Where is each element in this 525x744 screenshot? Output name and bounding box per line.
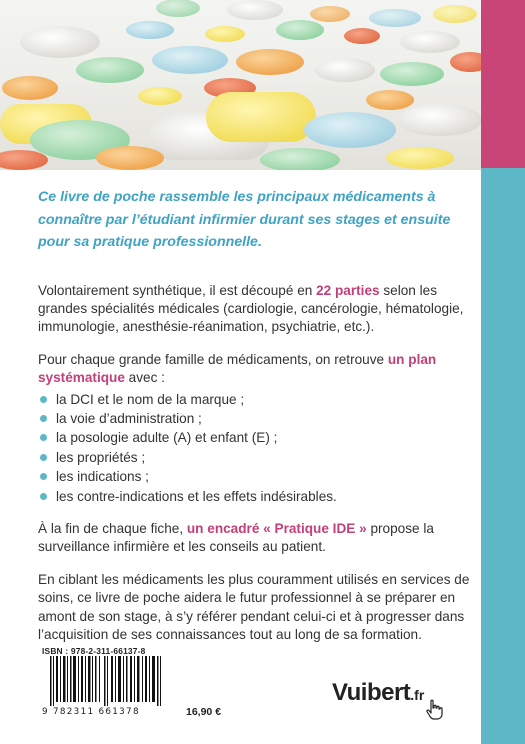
barcode-digits: 9 782311 661378 — [42, 707, 140, 717]
list-item — [38, 428, 478, 447]
bullet-dot — [40, 454, 47, 461]
paragraph-structure-text-a: Volontairement synthétique, il est découpé en — [38, 282, 317, 298]
paragraph-plan-text-a: Pour chaque grande famille de médicaments, on retrouve — [38, 351, 388, 367]
bullet-dot — [40, 493, 47, 500]
list-item-text: la DCI et le nom de la marque ; — [56, 391, 245, 407]
bullet-dot — [40, 396, 47, 403]
list-item-text: la voie d’administration ; — [56, 410, 202, 426]
logo-tld-text: .fr — [410, 687, 425, 703]
bullet-dot — [40, 415, 47, 422]
logo-main-text: Vuibert — [332, 679, 411, 706]
paragraph-conclusion: En ciblant les médicaments les plus couramment utilisés en services de soins, ce livre de poche aidera le futur professionnel à se préparer en amont de son stage, à s’y référer pendant celui-ci et à progresser dans l’acquisition de ses connaissances tout au long de sa formation. — [38, 571, 470, 642]
isbn-text: ISBN : 978-2-311-66137-8 — [42, 646, 146, 656]
paragraph-plan — [38, 351, 478, 388]
list-item — [38, 390, 478, 409]
paragraph-ide-text-b: propose la surveillance infirmière et les conseils au patient. — [38, 520, 434, 555]
magenta-stripe — [481, 0, 525, 168]
list-item — [38, 409, 478, 428]
publisher-logo — [332, 679, 424, 707]
pills-photo — [0, 0, 481, 170]
price: 16,90 € — [186, 706, 222, 718]
list-item-text: la posologie adulte (A) et enfant (E) ; — [56, 430, 278, 446]
paragraph-plan-text-b: avec : — [124, 370, 165, 386]
list-item — [38, 448, 478, 467]
intro-text: Ce livre de poche rassemble les principaux médicaments à connaître par l’étudiant infirmier durant ses stages et ensuite pour sa pratique professionnelle. — [38, 189, 451, 250]
highlight-parts: 22 parties — [316, 282, 380, 298]
paragraph-structure — [38, 282, 478, 337]
paragraph-ide-text-a: À la fin de chaque fiche, — [38, 520, 187, 536]
list-item-text: les indications ; — [56, 469, 149, 485]
teal-stripe — [481, 168, 525, 744]
highlight-plan: un plan systématique — [38, 351, 437, 386]
paragraph-ide — [38, 520, 478, 557]
list-item-text: les propriétés ; — [56, 449, 146, 465]
plan-list — [38, 390, 478, 506]
bullet-dot — [40, 473, 47, 480]
list-item — [38, 487, 478, 506]
highlight-ide: un encadré « Pratique IDE » — [186, 520, 367, 536]
list-item-text: les contre-indications et les effets indésirables. — [56, 488, 337, 504]
bullet-dot — [40, 434, 47, 441]
barcode — [42, 656, 174, 706]
paragraph-structure-text-b: selon les grandes spécialités médicales (cardiologie, cancérologie, hématologie, immunologie, anesthésie-réanimation, psychiatrie, etc.). — [38, 282, 464, 335]
list-item — [38, 467, 478, 486]
back-cover-text — [38, 186, 478, 658]
hand-cursor-icon — [424, 699, 446, 721]
